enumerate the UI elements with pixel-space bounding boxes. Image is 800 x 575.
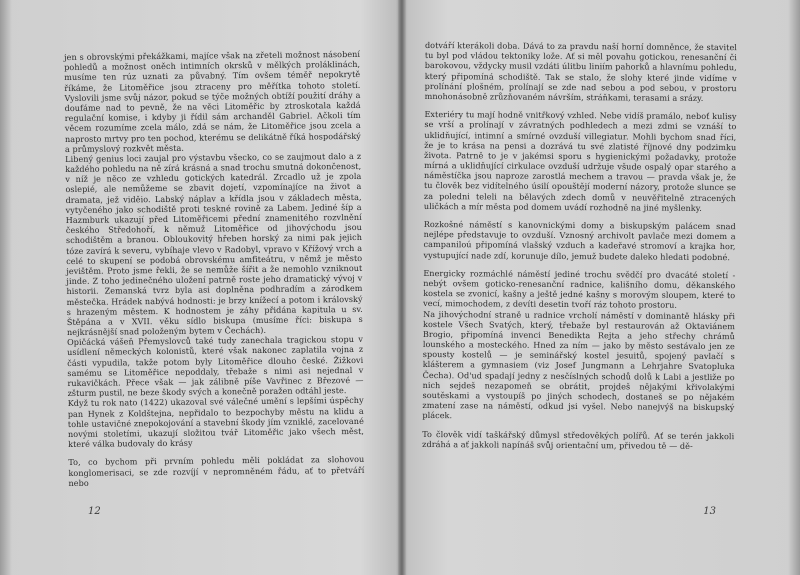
paragraph: Na jihovýchodní straně u radnice vrcholí náměstí v dominantě hlásky při kostele Všech Svatých, který, třebaže byl restaurován až Oktaviánem Brogio, připomíná invenci Benedikta Rejta a jeho střechy chrámů lounského a mosteckého. Hned za ním — jako by město sestávalo jen ze spousty kostelů — je seminářský kostel jesuitů, spojený pavlačí s klášterem a gymnasiem (viz Josef Jungmann a Lehrjahre Svatopluka Čecha). Od'ud spadají jedny z nesčíslných schodů dolů k Labi a jestliže po nich sejdeš nezapomeň se obrátit, projdeš nějakými křivolakými soutěskami a vystoupíš po jiných schodech, dostaneš se po nějakém zmatení zase na náměstí, odkud jsi vyšel. Nebo nanejvýš na biskupský plácek. <box>422 308 736 421</box>
paragraph: Energicky rozmáchlé náměstí jediné trochu svědčí pro dvacáté století - nebýt ovšem goticko-renesanční radnice, kališního domu, děkanského kostela se zvonicí, kašny a ještě jedné kašny s morovým sloupem, které to vecí, mimochodem, z devíti desetin tvoří ráz tohoto prostoru. <box>423 267 736 311</box>
page-edge-shadow <box>788 0 800 575</box>
left-page-text <box>64 49 365 488</box>
paragraph: To člověk vidí taškářský důmysl středověkých polířů. Ať se terén jakkoli zdráhá a ať jakkoli napínáš svůj orientační um, přivedou tě — dě- <box>422 428 735 451</box>
right-page <box>403 0 800 575</box>
paragraph: Exteriéry tu mají hodně vnitřkový vzhled. Nebe vidíš pramálo, neboť kulisy se vrší a prolínají v závratných podhledech a mezi zdmi se vznáší to uklidňující, intimní a smírné ovzduší villegiatur. Mohli bychom snad říci, že je to krása na pensi a dozrává tu své zlatisté říjnové dny podzimku života. Patrně to je v jakémsi sporu s hygienickými požadavky, protože mírná a uklidňující cirkulace ovzduší udržuje všude ospalý opar starého a náměstíčka jsou naproze zarostlá mechem a travou — pravda však je, že tu člověk bez vidítelného úsilí opouštějí moderní názory, protože slunce se za poledni teleli na bělavých zdech domů v neuvěřitelně ztracených uličkách a mír města pod domem uvádí rozhodně na jiné myšlenky. <box>423 109 737 213</box>
paragraph: Opičácká vášeň Přemyslovců také tudy zanechala tragickou stopu v usídlení německých kolonistů, které však nakonec zaplatila vojna z části vypudila, takže potom byly Litoměřice dlouho české. Žižkovi samému se Litoměřice nepoddaly, třebaže s nimi asi nejednal v rukavičkách. Přece však — jak zálibně píše Vavřinec z Březové — zšturm pustil, ne beze škody svých a konečně poražen odtáhl jeste. <box>66 334 364 399</box>
paragraph: Libený genius loci zaujal pro výstavbu všecko, co se zaujmout dalo a z každého pohledu na ně zírá krásná a snad trochu smutná dokončenost, v níž je něco ze vzhledu gotických katedrál. Zrcadlo už je zpola oslepié, ale nemůžeme se zbavit dojetí, vzpomínajíce na život a dramata, jež viděio. Labský náplav a křídla jsou v základech města, vytyčeného jako schodiště proti teskné rovině za Labem. Jediné šíp a Hazmburk ukazují před Litoměřicemi přední znamenitého rozvlnění českého Středohoří, k němuž Litoměřice od jihovýchodu jsou schodištěm a branou. Obloukovitý hřeben horský za nimi pak jejich tóze zavírá k severu, vybíhaje vlevo v Radobyl, vpravo v Křížový vrch a celé to skupení se podobá obrovskému amfiteátru, v němž je město jevištěm. Proto jsme řekli, že se nemůže šířit a že nemohlo vzniknout jinde. Z toho jedinečného uložení patrně roste jeho dramatický vývoj v historii. Zemanská tvrz byla asi doplněna podhradím a zárodkem městečka. Hrádek nabývá hodnosti: je brzy knížecí a potom i královský s hrazeným městem. K hodnostem je záhy přidána kapitula u sv. Štěpána a v XVII. věku sídlo biskupa (musíme říci: biskupa s nejkrásnější snad položeným bytem v Čechách). <box>65 150 363 338</box>
paragraph: Rozkošné náměstí s kanovnickými domy a biskupským palácem snad nejlépe představuje to ovzduší. Vznosný archivolt pavlače mezi domem a campaniloú připomíná vlašský vzduch a kadeřavé stromoví a krajka hor, vystupující nade zdí, korunuje dílo, jemuž budete daleko hledati podobné. <box>423 218 736 262</box>
paragraph: To, co bychom při prvním pohledu měli pokládat za slohovou konglomerisaci, se zde rozvíjí v nepromněném řádu, ať to přetváří nebo <box>68 454 365 488</box>
right-page-text <box>422 40 737 451</box>
page-number: 13 <box>703 506 716 517</box>
paragraph: dotváří kterákoli doba. Dává to za pravdu naší horní domněnce, že stavitel tu byl pod vládou tektoniky lože. Ať si měl povahu gotickou, renesanční či barokovou, vždycky musil vzdáti úlitbu liniím pahorků a hlavnímu pohledu, který připomíná schodiště. Tak se stalo, že slohy které jinde vidíme v prolínání plošném, prolínají se zde nad sebou a pod sebou, v prostoru mnohonásobně zrůzňovaném návrším, stráňkami, terasami a srázy. <box>424 40 737 103</box>
paragraph: jen s obrovskými překážkami, majíce však na zřeteli možnost násobení pohledů a možnost oněch intimních okrsků v mělkých proláklinách, musíme ten rúz uznati za půvabný. Tím ovšem téměř nepokrytě říkáme, že Litoměřice jsou ztraceny pro měřítka tohoto století. Vyslovili jsme svůj názor, pokud se týče možných obtíží použití dráhy a doufáme nad to pevně, že na věci Litoměřic by ztroskotala každá regulační komise, i kdyby ji řídil sám archanděl Gabriel. Ačkoli tím věcem rozumíme zcela málo, zdá se nám, že Litoměřice jsou zcela a naprosto mrtvy pro ten pochod, kterému se delikátně říká hospodářský a průmyslový rozkvět města. <box>64 48 361 154</box>
paragraph: Když tu rok nato (1422) ukazoval své válečné umění s lepšími úspěchy pan Hynek z Koldštejna, nepřidalo to bezpochyby městu na klidu a tohle ustavičné znepokojování a stavební škody jím vzniklé, zacelované novými stoletími, ukazují složitou tvář Litoměřic jako všech měst, které válka budovaly do krásy <box>67 395 365 450</box>
page-number: 12 <box>88 506 101 517</box>
